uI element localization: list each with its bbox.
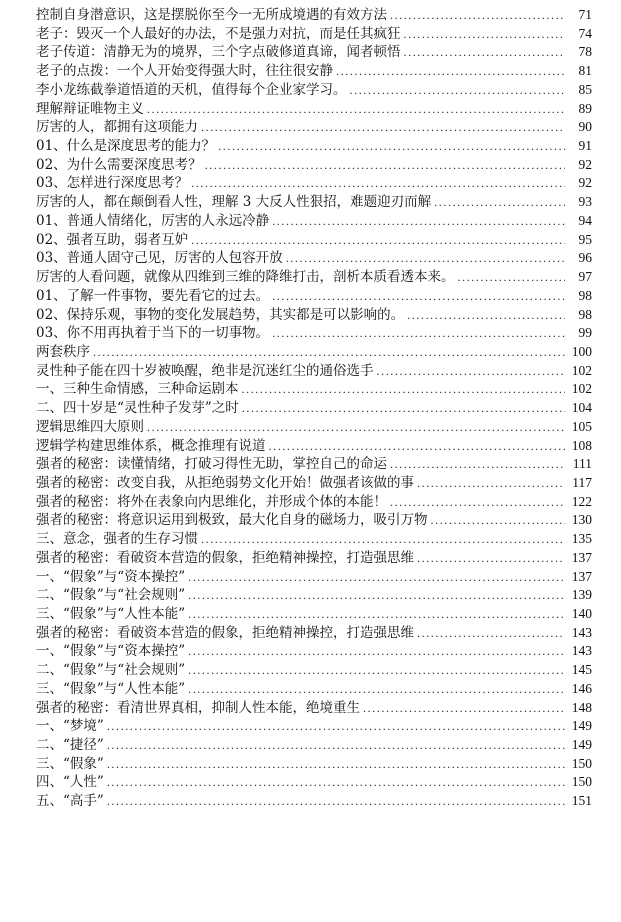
toc-entry-title[interactable]: 老子的点拨：一个人开始变得强大时，往往很安静 [36, 63, 333, 80]
toc-entry[interactable] [36, 549, 592, 568]
toc-page-number[interactable]: 143 [571, 643, 592, 659]
toc-dot-leader [188, 661, 565, 680]
toc-dot-leader [350, 81, 566, 100]
toc-dot-leader [390, 493, 565, 512]
toc-dot-leader [201, 530, 565, 549]
toc-entry[interactable] [36, 231, 592, 250]
toc-dot-leader [417, 549, 565, 568]
toc-page-number[interactable]: 145 [571, 662, 592, 678]
toc-page-number[interactable]: 111 [572, 456, 592, 472]
toc-entry-title[interactable]: 二、四十岁是“灵性种子发芽”之时 [36, 400, 239, 417]
toc-entry[interactable] [36, 324, 592, 343]
toc-entry-title[interactable]: 灵性种子能在四十岁被唤醒，绝非是沉迷红尘的通俗选手 [36, 362, 374, 379]
toc-dot-leader [107, 717, 565, 736]
toc-page-number[interactable]: 78 [578, 44, 592, 60]
toc-entry[interactable] [36, 568, 592, 587]
toc-entry[interactable] [36, 418, 592, 437]
toc-dot-leader [404, 25, 566, 44]
toc-page-number[interactable]: 94 [578, 212, 592, 228]
toc-entry[interactable] [36, 81, 592, 100]
toc-entry-title[interactable]: 一、“假象”与“资本操控” [36, 643, 186, 660]
toc-dot-leader [390, 455, 565, 474]
toc-entry[interactable] [36, 174, 592, 193]
toc-dot-leader [107, 792, 565, 811]
toc-entry[interactable] [36, 511, 592, 530]
toc-entry[interactable] [36, 680, 592, 699]
toc-dot-leader [434, 193, 565, 212]
toc-entry[interactable] [36, 212, 592, 231]
toc-dot-leader [336, 62, 565, 81]
toc-entry-title[interactable]: 01、了解一件事物，要先看它的过去。 [36, 287, 270, 304]
table-of-contents [36, 6, 592, 811]
toc-page-number[interactable]: 105 [571, 418, 592, 434]
toc-page-number[interactable]: 81 [578, 63, 592, 79]
toc-page-number[interactable]: 130 [571, 512, 592, 528]
toc-entry[interactable] [36, 493, 592, 512]
toc-dot-leader [93, 343, 565, 362]
toc-dot-leader [407, 306, 565, 325]
toc-page-number[interactable]: 100 [571, 343, 592, 359]
toc-entry[interactable] [36, 605, 592, 624]
toc-entry-title[interactable]: 三、“假象” [36, 755, 104, 772]
toc-entry-title[interactable]: 02、为什么需要深度思考？ [36, 156, 202, 173]
toc-entry[interactable] [36, 100, 592, 119]
toc-entry-title[interactable]: 四、“人性” [36, 774, 104, 791]
toc-entry[interactable] [36, 193, 592, 212]
toc-entry-title[interactable]: 厉害的人看问题，就像从四维到三维的降维打击，剖析本质看透本来。 [36, 269, 455, 286]
toc-dot-leader [269, 437, 566, 456]
toc-entry[interactable] [36, 249, 592, 268]
toc-dot-leader [390, 6, 565, 25]
toc-entry-title[interactable]: 老子：毁灭一个人最好的办法，不是强力对抗，而是任其疯狂 [36, 25, 401, 42]
toc-entry[interactable] [36, 699, 592, 718]
toc-dot-leader [242, 380, 566, 399]
toc-dot-leader [377, 362, 566, 381]
toc-dot-leader [107, 755, 565, 774]
toc-entry[interactable] [36, 343, 592, 362]
toc-page-number[interactable]: 97 [578, 269, 592, 285]
toc-entry[interactable] [36, 380, 592, 399]
toc-page-number[interactable]: 150 [571, 774, 592, 790]
toc-dot-leader [272, 287, 565, 306]
toc-entry-title[interactable]: 强者的秘密：看清世界真相，抑制人性本能，绝境重生 [36, 699, 360, 716]
toc-dot-leader [458, 268, 566, 287]
toc-page-number[interactable]: 85 [578, 81, 592, 97]
toc-page-number[interactable]: 137 [571, 549, 592, 565]
toc-entry-title[interactable]: 李小龙练截拳道悟道的天机，值得每个企业家学习。 [36, 81, 347, 98]
toc-page-number[interactable]: 98 [578, 306, 592, 322]
toc-entry-title[interactable]: 03、怎样进行深度思考？ [36, 175, 189, 192]
toc-dot-leader [417, 474, 565, 493]
toc-entry-title[interactable]: 五、“高手” [36, 793, 104, 810]
toc-entry[interactable] [36, 362, 592, 381]
toc-entry-title[interactable]: 强者的秘密：将意识运用到极致，最大化自身的磁场力，吸引万物 [36, 512, 428, 529]
toc-entry[interactable] [36, 717, 592, 736]
toc-page-number[interactable]: 95 [578, 231, 592, 247]
toc-entry[interactable] [36, 6, 592, 25]
toc-entry-title[interactable]: 逻辑学构建思维体系，概念推理有说道 [36, 437, 266, 454]
toc-entry-title[interactable]: 一、“梦境” [36, 718, 104, 735]
toc-page-number[interactable]: 150 [571, 755, 592, 771]
toc-entry[interactable] [36, 661, 592, 680]
toc-page-number[interactable]: 135 [571, 531, 592, 547]
toc-dot-leader [201, 118, 565, 137]
toc-entry[interactable] [36, 43, 592, 62]
toc-page-number[interactable]: 146 [571, 680, 592, 696]
toc-entry[interactable] [36, 437, 592, 456]
toc-entry-title[interactable]: 控制自身潜意识，这是摆脱你至今一无所成境遇的有效方法 [36, 7, 387, 23]
toc-entry-title[interactable]: 强者的秘密：读懂情绪，打破习得性无助，掌控自己的命运 [36, 456, 387, 473]
toc-page-number[interactable]: 102 [571, 362, 592, 378]
toc-entry[interactable] [36, 156, 592, 175]
toc-page-number[interactable]: 96 [578, 250, 592, 266]
toc-page-number[interactable]: 71 [578, 7, 592, 22]
toc-entry[interactable] [36, 137, 592, 156]
toc-page-number[interactable]: 108 [571, 437, 592, 453]
toc-entry[interactable] [36, 586, 592, 605]
toc-entry[interactable] [36, 474, 592, 493]
toc-entry-title[interactable]: 老子传道：清静无为的境界，三个字点破修道真谛，闻者顿悟 [36, 44, 401, 61]
toc-dot-leader [417, 624, 565, 643]
toc-page-number[interactable]: 92 [578, 156, 592, 172]
toc-entry[interactable] [36, 268, 592, 287]
toc-entry[interactable] [36, 530, 592, 549]
toc-entry-title[interactable]: 强者的秘密：将外在表象向内思维化，并形成个体的本能！ [36, 493, 387, 510]
toc-entry-title[interactable]: 03、你不用再执着于当下的一切事物。 [36, 325, 270, 342]
toc-dot-leader [188, 586, 565, 605]
toc-entry[interactable] [36, 399, 592, 418]
toc-page-number[interactable]: 74 [578, 25, 592, 41]
toc-dot-leader [286, 249, 565, 268]
toc-page-number[interactable]: 137 [571, 568, 592, 584]
toc-page-number[interactable]: 117 [572, 474, 592, 490]
toc-dot-leader [272, 324, 565, 343]
toc-entry[interactable] [36, 306, 592, 325]
toc-entry-title[interactable]: 三、“假象”与“人性本能” [36, 606, 186, 622]
toc-page-number[interactable]: 139 [571, 587, 592, 603]
toc-dot-leader [188, 568, 565, 587]
toc-entry-title[interactable]: 02、保持乐观，事物的变化发展趋势，其实都是可以影响的。 [36, 306, 405, 323]
toc-dot-leader [188, 642, 565, 661]
toc-dot-leader [147, 100, 565, 119]
toc-dot-leader [242, 399, 565, 418]
toc-entry-title[interactable]: 01、什么是深度思考的能力？ [36, 138, 216, 155]
toc-entry-title[interactable]: 逻辑思维四大原则 [36, 418, 144, 435]
toc-page-number[interactable]: 92 [578, 175, 592, 191]
toc-entry[interactable] [36, 25, 592, 44]
toc-entry-title[interactable]: 一、“假象”与“资本操控” [36, 568, 186, 585]
toc-page-number[interactable]: 89 [578, 100, 592, 116]
toc-entry-title[interactable]: 二、“捷径” [36, 737, 104, 754]
toc-page-number[interactable]: 149 [571, 718, 592, 734]
toc-page-number[interactable]: 98 [578, 287, 592, 303]
toc-page-number[interactable]: 143 [571, 624, 592, 640]
toc-entry-title[interactable]: 二、“假象”与“社会规则” [36, 587, 186, 604]
toc-page-number[interactable]: 140 [571, 606, 592, 621]
toc-entry-title[interactable]: 厉害的人，都拥有这项能力 [36, 119, 198, 136]
toc-page-number[interactable]: 91 [578, 138, 592, 154]
toc-entry-title[interactable]: 强者的秘密：改变自我，从拒绝弱势文化开始！做强者该做的事 [36, 474, 414, 491]
toc-dot-leader [272, 212, 565, 231]
toc-entry[interactable] [36, 755, 592, 774]
toc-dot-leader [107, 773, 565, 792]
toc-page-number[interactable]: 102 [571, 381, 592, 397]
toc-entry-title[interactable]: 01、普通人情绪化，厉害的人永远冷静 [36, 212, 270, 229]
toc-dot-leader [107, 736, 565, 755]
toc-dot-leader [218, 137, 565, 156]
toc-entry[interactable] [36, 773, 592, 792]
toc-entry-title[interactable]: 三、“假象”与“人性本能” [36, 680, 186, 697]
toc-entry[interactable] [36, 455, 592, 474]
toc-entry-title[interactable]: 02、强者互助，弱者互妒 [36, 231, 189, 248]
toc-entry[interactable] [36, 118, 592, 137]
toc-page-number[interactable]: 99 [578, 325, 592, 341]
toc-entry[interactable] [36, 792, 592, 811]
toc-dot-leader [404, 43, 566, 62]
toc-dot-leader [188, 605, 565, 624]
toc-page-number[interactable]: 122 [571, 493, 592, 509]
toc-entry[interactable] [36, 62, 592, 81]
toc-dot-leader [191, 231, 565, 250]
toc-page-number[interactable]: 104 [571, 400, 592, 416]
toc-page-number[interactable]: 149 [571, 737, 592, 753]
toc-dot-leader [147, 418, 565, 437]
toc-entry-title[interactable]: 强者的秘密：看破资本营造的假象，拒绝精神操控，打造强思维 [36, 624, 414, 641]
toc-page-number[interactable]: 148 [571, 699, 592, 715]
toc-entry-title[interactable]: 两套秩序 [36, 343, 90, 360]
toc-dot-leader [205, 156, 565, 175]
toc-entry-title[interactable]: 厉害的人，都在颠倒看人性，理解 3 大反人性狠招，难题迎刃而解 [36, 194, 432, 211]
toc-page-number[interactable]: 151 [571, 793, 592, 809]
toc-entry-title[interactable]: 一、三种生命情感，三种命运剧本 [36, 381, 239, 398]
toc-entry-title[interactable]: 三、意念，强者的生存习惯 [36, 531, 198, 548]
toc-entry[interactable] [36, 624, 592, 643]
toc-dot-leader [191, 174, 565, 193]
toc-page-number[interactable]: 93 [578, 194, 592, 210]
toc-entry[interactable] [36, 736, 592, 755]
toc-entry[interactable] [36, 642, 592, 661]
toc-entry-title[interactable]: 强者的秘密：看破资本营造的假象，拒绝精神操控，打造强思维 [36, 549, 414, 566]
toc-entry[interactable] [36, 287, 592, 306]
toc-dot-leader [431, 511, 566, 530]
toc-entry-title[interactable]: 理解辩证唯物主义 [36, 100, 144, 117]
toc-entry-title[interactable]: 二、“假象”与“社会规则” [36, 662, 186, 679]
toc-page-number[interactable]: 90 [578, 119, 592, 135]
toc-entry-title[interactable]: 03、普通人固守己见，厉害的人包容开放 [36, 250, 283, 267]
toc-dot-leader [363, 699, 565, 718]
toc-dot-leader [188, 680, 565, 699]
